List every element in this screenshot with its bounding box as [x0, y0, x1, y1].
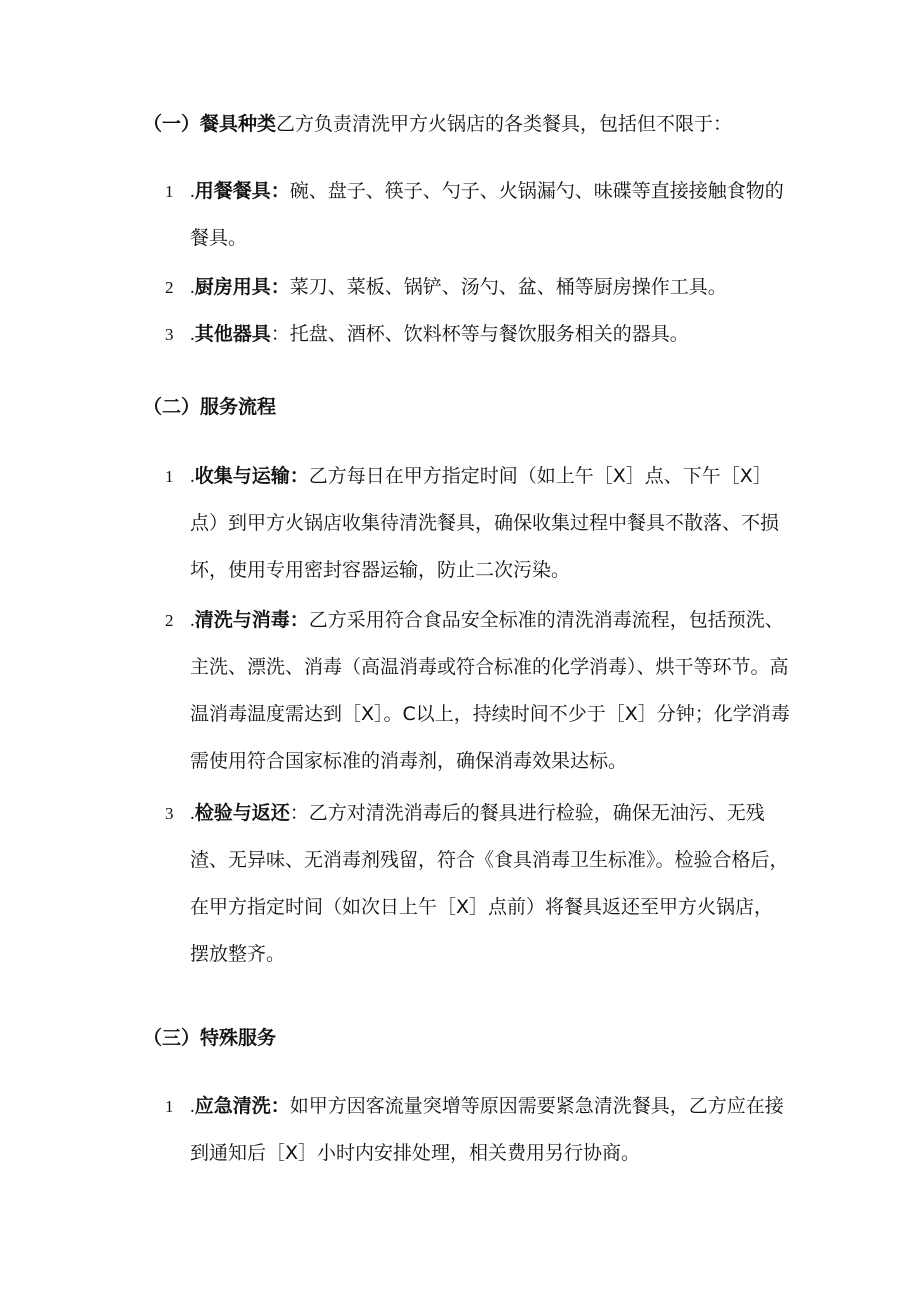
- section-2-item-2: 2 .清洗与消毒：乙方采用符合食品安全标准的清洗消毒流程，包括预洗、主洗、漂洗、消毒（高温消毒或符合标准的化学消毒）、烘干等环节。高温消毒温度需达到［X］。C以上，持续时间不少于［X］分钟；化学消毒需使用符合国家标准的消毒剂，确保消毒效果达标。: [190, 597, 790, 785]
- item-text: 碗、盘子、筷子、勺子、火锅漏勺、味碟等直接接触食物的餐具。: [190, 180, 784, 249]
- item-number: 3: [165, 325, 174, 344]
- item-term: 收集与运输：: [194, 465, 309, 487]
- item-term: 厨房用具：: [194, 276, 290, 298]
- item-term: 清洗与消毒：: [194, 609, 309, 631]
- item-text: 如甲方因客流量突增等原因需要紧急清洗餐具，乙方应在接到通知后［X］小时内安排处理，相关费用另行协商。: [190, 1095, 784, 1164]
- section-1-title: （一）餐具种类: [143, 113, 277, 135]
- section-2-title: （二）服务流程: [143, 396, 277, 418]
- item-text: 菜刀、菜板、锅铲、汤勺、盆、桶等厨房操作工具。: [289, 276, 727, 298]
- section-1-item-1: 1 .用餐餐具：碗、盘子、筷子、勺子、火锅漏勺、味碟等直接接触食物的餐具。: [190, 168, 790, 262]
- section-2-item-3: 3 .检验与返还：乙方对清洗消毒后的餐具进行检验，确保无油污、无残渣、无异味、无消毒剂残留，符合《食具消毒卫生标准》。检验合格后，在甲方指定时间（如次日上午［X］点前）将餐具返还至甲方火锅店，摆放整齐。: [190, 790, 790, 978]
- item-number: 1: [165, 467, 174, 486]
- section-3-item-1: 1 .应急清洗：如甲方因客流量突增等原因需要紧急清洗餐具，乙方应在接到通知后［X］小时内安排处理，相关费用另行协商。: [190, 1083, 790, 1177]
- item-term: 应急清洗：: [194, 1095, 290, 1117]
- section-1-heading: [143, 112, 732, 136]
- item-number: 1: [165, 182, 174, 201]
- item-text: 乙方每日在甲方指定时间（如上午［X］点、下午［X］点）到甲方火锅店收集待清洗餐具，确保收集过程中餐具不散落、不损坏，使用专用密封容器运输，防止二次污染。: [190, 465, 780, 581]
- section-1-item-3: 3 .其他器具：托盘、酒杯、饮料杯等与餐饮服务相关的器具。: [190, 311, 790, 358]
- item-number: 2: [165, 611, 174, 630]
- section-1-intro: 乙方负责清洗甲方火锅店的各类餐具，包括但不限于：: [276, 113, 733, 135]
- item-number: 3: [165, 804, 174, 823]
- item-term: 其他器具: [194, 323, 271, 345]
- item-text: ：托盘、酒杯、饮料杯等与餐饮服务相关的器具。: [270, 323, 689, 345]
- section-2-item-1: 1 .收集与运输：乙方每日在甲方指定时间（如上午［X］点、下午［X］点）到甲方火锅店收集待清洗餐具，确保收集过程中餐具不散落、不损坏，使用专用密封容器运输，防止二次污染。: [190, 453, 790, 594]
- item-number: 2: [165, 278, 174, 297]
- section-3-heading: [143, 1026, 276, 1050]
- section-2-heading: [143, 395, 276, 419]
- item-term: 用餐餐具：: [194, 180, 290, 202]
- item-term: 检验与返还: [194, 802, 290, 824]
- item-text: ：乙方对清洗消毒后的餐具进行检验，确保无油污、无残渣、无异味、无消毒剂残留，符合《食具消毒卫生标准》。检验合格后，在甲方指定时间（如次日上午［X］点前）将餐具返还至甲方火锅店，摆放整齐。: [190, 802, 789, 965]
- item-text: 乙方采用符合食品安全标准的清洗消毒流程，包括预洗、主洗、漂洗、消毒（高温消毒或符合标准的化学消毒）、烘干等环节。高温消毒温度需达到［X］。C以上，持续时间不少于［X］分钟；化学消毒需使用符合国家标准的消毒剂，确保消毒效果达标。: [190, 609, 790, 772]
- section-1-item-2: 2 .厨房用具：菜刀、菜板、锅铲、汤勺、盆、桶等厨房操作工具。: [190, 264, 790, 311]
- item-number: 1: [165, 1097, 174, 1116]
- section-3-title: （三）特殊服务: [143, 1027, 277, 1049]
